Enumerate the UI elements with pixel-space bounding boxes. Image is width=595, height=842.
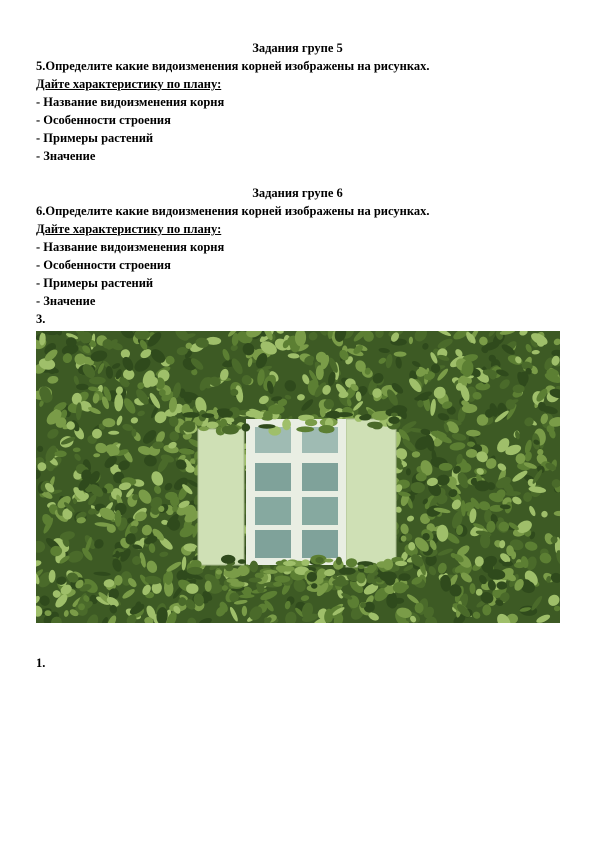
group6-item-name: - Название видоизменения корня: [36, 240, 225, 254]
ivy-leaf: [416, 472, 427, 481]
ivy-leaf: [357, 572, 366, 583]
ivy-leaf: [319, 425, 335, 433]
ivy-leaf: [186, 584, 198, 594]
ivy-leaf: [216, 570, 222, 575]
ivy-leaf: [182, 421, 195, 433]
ivy-leaf: [359, 415, 371, 420]
ivy-leaf: [336, 557, 342, 565]
ivy-leaf: [222, 585, 228, 591]
group5-task: 5.Определите какие видоизменения корней изображены на рисунках.: [36, 59, 430, 73]
ivy-leaf: [263, 411, 273, 421]
group6-plan-intro: Дайте характеристику по плану:: [36, 222, 222, 236]
ivy-leaf: [258, 424, 275, 429]
window-pane-mid-right: [302, 463, 338, 491]
ivy-leaf: [230, 389, 238, 396]
ivy-leaf: [417, 400, 423, 407]
figure-label-3: 3.: [36, 312, 46, 326]
ivy-leaf: [391, 413, 398, 417]
figure-label-1: 1.: [36, 656, 46, 670]
ivy-leaf: [305, 419, 317, 426]
ivy-leaf: [242, 423, 251, 431]
ivy-leaf: [242, 606, 247, 616]
ivy-leaf: [394, 352, 407, 357]
ivy-leaf: [367, 422, 382, 428]
group5-plan-intro: Дайте характеристику по плану:: [36, 77, 222, 91]
ivy-leaf: [115, 510, 122, 527]
group5-item-examples: - Примеры растений: [36, 131, 154, 145]
ivy-leaf: [339, 567, 356, 574]
ivy-leaf: [187, 567, 203, 575]
group5-item-significance: - Значение: [36, 149, 96, 163]
ivy-leaf: [199, 427, 209, 432]
ivy-leaf: [263, 570, 278, 574]
window-pane-bottom-right: [302, 530, 338, 558]
group5-item-name: - Название видоизменения корня: [36, 95, 225, 109]
ivy-leaf: [283, 561, 296, 566]
ivy-leaf: [324, 559, 333, 563]
ivy-leaf: [201, 413, 214, 418]
ivy-leaf: [398, 584, 409, 590]
window: [198, 419, 396, 567]
ivy-leaf: [225, 564, 234, 571]
ivy-window-photo: [36, 331, 560, 623]
ivy-leaf: [221, 555, 235, 564]
left-shutter: [198, 429, 244, 565]
group6-item-significance: - Значение: [36, 294, 96, 308]
ivy-leaf: [399, 573, 411, 581]
group6-item-structure: - Особенности строения: [36, 258, 171, 272]
ivy-leaf: [274, 576, 290, 583]
ivy-leaf: [55, 451, 67, 458]
ivy-leaf: [238, 559, 246, 564]
ivy-leaf: [165, 492, 177, 500]
ivy-leaf: [383, 559, 393, 570]
ivy-leaf: [257, 584, 265, 593]
ivy-leaf: [335, 412, 353, 417]
ivy-leaf: [316, 365, 324, 380]
ivy-leaf: [227, 578, 239, 583]
ivy-leaf: [307, 572, 317, 582]
group6-item-examples: - Примеры растений: [36, 276, 154, 290]
ivy-leaf: [320, 406, 326, 417]
ivy-leaf: [182, 412, 199, 418]
ivy-leaf: [281, 566, 295, 572]
ivy-leaf: [282, 419, 291, 430]
window-pane-low-right: [302, 497, 338, 525]
window-pane-mid-left: [255, 463, 291, 491]
ivy-leaf: [218, 410, 233, 418]
ivy-leaf: [439, 463, 453, 471]
group5-item-structure: - Особенности строения: [36, 113, 171, 127]
ivy-leaf: [311, 583, 317, 589]
ivy-leaf: [367, 565, 375, 574]
ivy-leaf: [250, 561, 258, 573]
right-shutter: [346, 419, 396, 567]
ivy-leaf: [358, 565, 365, 569]
ivy-leaf: [230, 424, 237, 433]
group6-task: 6.Определите какие видоизменения корней изображены на рисунках.: [36, 204, 430, 218]
ivy-leaf: [315, 557, 323, 563]
ivy-leaf: [296, 426, 314, 432]
ivy-leaf: [246, 410, 262, 418]
ivy-leaf: [395, 561, 407, 566]
group5-heading: Задания групе 5: [252, 41, 343, 55]
window-pane-low-left: [255, 497, 291, 525]
ivy-leaf: [332, 579, 348, 586]
ivy-leaf: [205, 581, 212, 592]
ivy-leaf: [380, 571, 397, 581]
ivy-leaf: [206, 422, 218, 429]
ivy-leaf: [346, 558, 357, 567]
ivy-leaf: [249, 578, 262, 583]
group6-heading: Задания групе 6: [252, 186, 343, 200]
ivy-leaf: [237, 565, 249, 576]
window-pane-bottom-left: [255, 530, 291, 558]
ivy-leaf: [388, 417, 399, 424]
ivy-leaf: [301, 559, 309, 566]
